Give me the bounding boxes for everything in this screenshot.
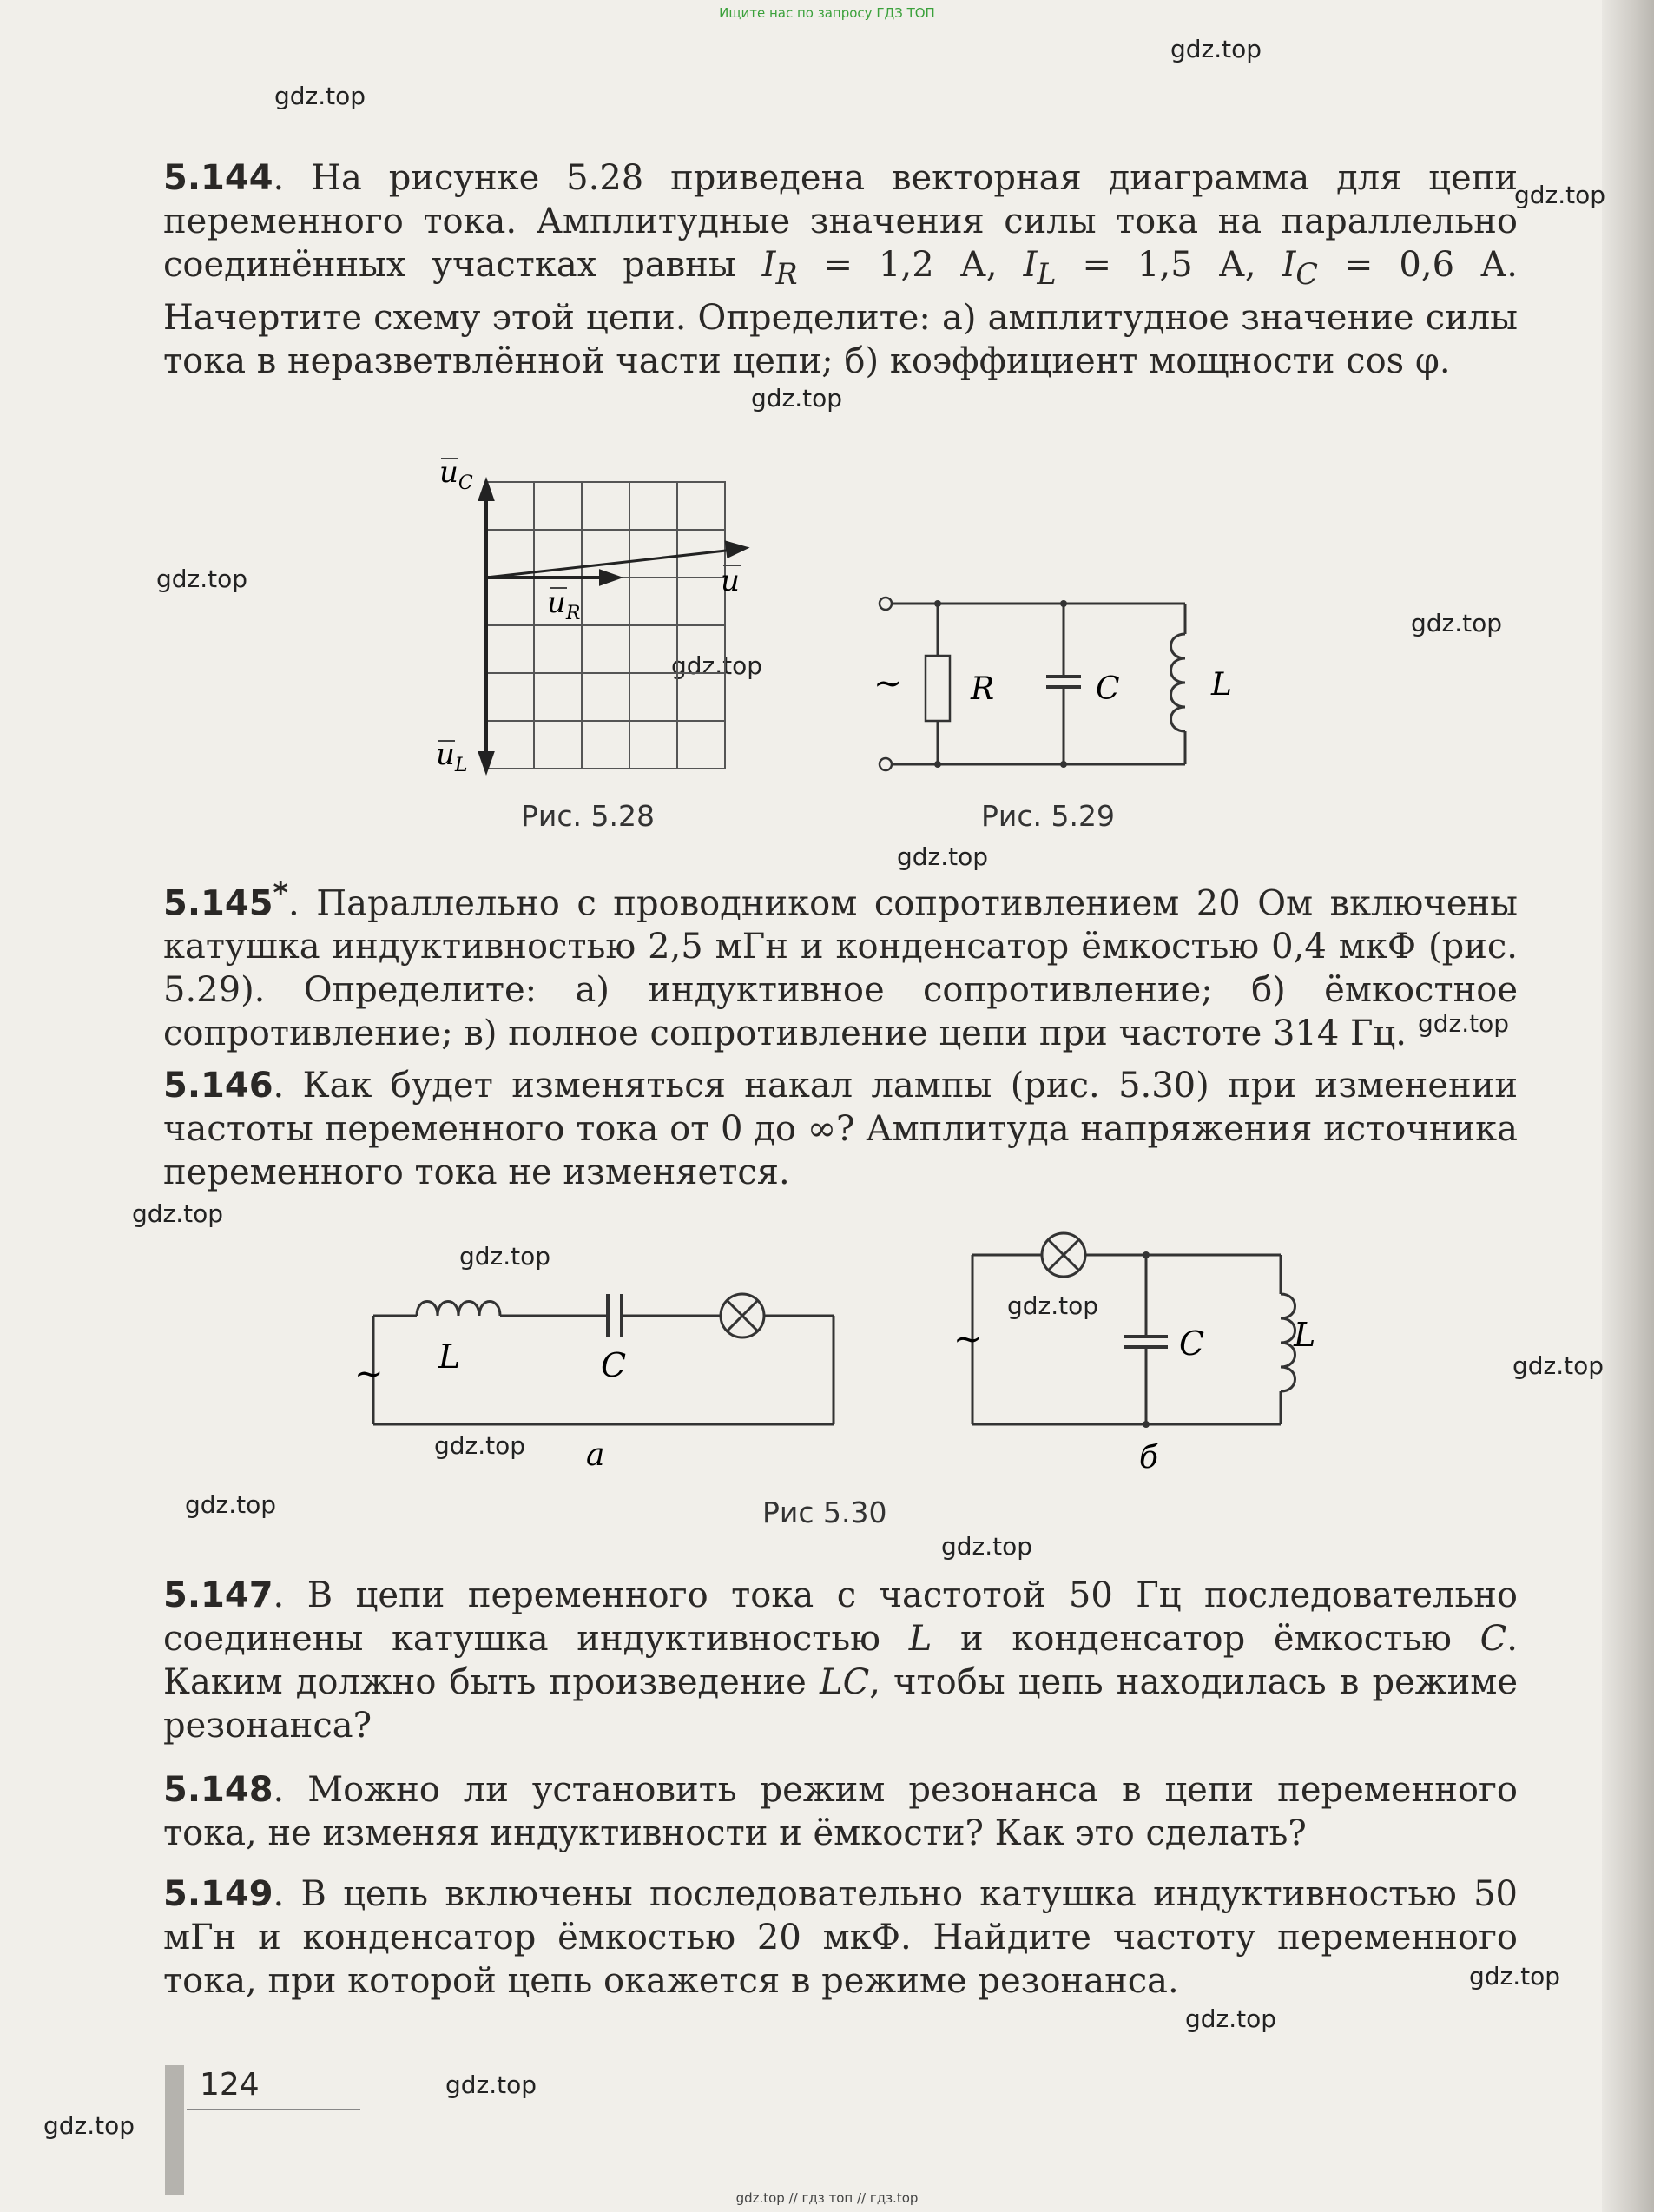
label-l: L (438, 1337, 461, 1376)
problem-text: . Параллельно с проводником сопротивлением 20 Ом включены катушка индуктивностью 2,5 мГн и конденсатор ёмкостью 0,4 мкФ (рис. 5.29). Определите: а) индуктивное сопротивление; б) ёмкостное сопротивление; в) полное сопротивление цепи при частоте 314 Гц. (163, 883, 1518, 1054)
problem-text: . На рисунке 5.28 приведена векторная диаграмма для цепи переменного тока. Амплитудные значения силы тока на параллельно соединённых участках равны (163, 158, 1518, 285)
figure-caption: Рис. 5.28 (521, 799, 655, 833)
watermark: gdz.top (1170, 35, 1262, 63)
problem-text: Начертите схему этой цепи. Определите: а) амплитудное значение силы тока в неразветвлённой части цепи; б) коэффициент мощности cos φ. (163, 298, 1518, 381)
wires (972, 1233, 1295, 1424)
problem-5-145 (163, 871, 1518, 1055)
ac-source-symbol: ~ (354, 1354, 384, 1394)
figure-5-29-parallel-circuit (868, 578, 1268, 786)
ac-source-symbol: ~ (873, 664, 903, 703)
label-l: L (1294, 1316, 1316, 1354)
problem-text: . В цепь включены последовательно катушка индуктивностью 50 мГн и конденсатор ёмкостью 20 мкФ. Найдите частоту переменного тока, при которой цепь окажется в режиме резонанса. (163, 1874, 1518, 2001)
inductor-coil (1171, 634, 1186, 731)
watermark: gdz.top (132, 1199, 224, 1228)
problem-5-148 (163, 1768, 1518, 1855)
problem-number: 5.148 (163, 1770, 273, 1810)
inductor-coil (417, 1302, 500, 1317)
label-r: R (971, 671, 995, 707)
problem-text: . В цепи переменного тока с частотой 50 Гц последовательно соединены катушка индуктивностью (163, 1575, 1518, 1659)
label-ul: $u_L$ (436, 737, 468, 776)
terminal (880, 598, 892, 610)
sub-figure-label: а (586, 1437, 605, 1472)
problem-number: 5.145 (163, 883, 273, 924)
problem-5-149 (163, 1872, 1518, 2003)
problem-text: , чтобы цепь находилась в режиме резонанса? (163, 1662, 1519, 1746)
watermark: gdz.top (897, 842, 989, 871)
watermark: gdz.top (1512, 1351, 1605, 1380)
subscript: C (1295, 257, 1318, 291)
current-value: = 0,6 А. (1317, 245, 1519, 285)
ac-source-symbol: ~ (953, 1319, 983, 1359)
problem-text: . Можно ли установить режим резонанса в цепи переменного тока, не изменяя индуктивности и ёмкости? Как это сделать? (163, 1770, 1518, 1853)
symbol-c: C (1479, 1619, 1507, 1659)
problem-text: . Как будет изменяться накал лампы (рис. 5.30) при изменении частоты переменного тока от 0 до ∞? Амплитуда напряжения источника переменного тока не изменяется. (163, 1066, 1518, 1192)
arrow-u (727, 543, 745, 556)
label-c: C (1096, 671, 1120, 707)
grid (486, 482, 725, 769)
current-symbol: I (761, 245, 776, 285)
label-ur: $u_R$ (547, 585, 581, 624)
figure-5-30a-series-circuit (347, 1264, 868, 1472)
current-symbol: I (1282, 245, 1296, 285)
subscript: R (775, 257, 798, 291)
page-edge-shadow (1602, 0, 1654, 2212)
arrow-ur (601, 571, 618, 584)
label-c: C (601, 1346, 627, 1384)
symbol-lc: LC (820, 1662, 870, 1702)
watermark: gdz.top (156, 565, 248, 593)
problem-text: . Каким должно быть произведение (163, 1619, 1518, 1702)
page-number-bar (165, 2065, 184, 2195)
subscript: L (1037, 257, 1057, 291)
footer-note: gdz.top // гдз топ // гдз.top (735, 2190, 919, 2206)
sub-figure-label: б (1139, 1440, 1158, 1476)
watermark: gdz.top (1411, 609, 1503, 637)
watermark: gdz.top (1007, 1291, 1099, 1320)
current-symbol: I (1023, 245, 1038, 285)
label-c: C (1179, 1324, 1205, 1363)
label-l: L (1211, 667, 1232, 703)
watermark: gdz.top (43, 2111, 135, 2140)
watermark: gdz.top (185, 1490, 277, 1519)
label-uc: $u_C$ (439, 455, 473, 494)
terminal (880, 758, 892, 770)
watermark: gdz.top (445, 2070, 537, 2099)
watermark: gdz.top (434, 1431, 526, 1460)
problem-5-146 (163, 1064, 1518, 1194)
watermark: gdz.top (459, 1242, 551, 1271)
watermark: gdz.top (941, 1532, 1033, 1561)
resistor (926, 656, 950, 721)
arrow-uc (480, 482, 492, 499)
header-note: Ищите нас по запросу ГДЗ ТОП (719, 5, 935, 21)
star-mark: * (273, 875, 288, 909)
watermark: gdz.top (1418, 1009, 1510, 1038)
problem-number: 5.144 (163, 158, 273, 198)
label-u: u (721, 564, 740, 598)
figure-caption: Рис. 5.29 (981, 799, 1115, 833)
watermark: gdz.top (751, 384, 843, 413)
watermark: gdz.top (1469, 1962, 1561, 1991)
figure-5-30b-lamp-parallel-lc (946, 1220, 1346, 1481)
figure-5-28-vector-diagram (417, 447, 764, 795)
figure-caption: Рис 5.30 (762, 1496, 887, 1529)
problem-text: и конденсатор ёмкостью (932, 1619, 1480, 1659)
page-number-rule (187, 2109, 360, 2110)
wires (891, 604, 1185, 764)
current-value: = 1,2 А, (797, 245, 1024, 285)
problem-5-144 (163, 156, 1518, 383)
symbol-l: L (908, 1619, 932, 1659)
problem-number: 5.149 (163, 1874, 273, 1914)
watermark: gdz.top (274, 82, 366, 110)
current-value: = 1,5 А, (1056, 245, 1282, 285)
problem-number: 5.146 (163, 1066, 273, 1106)
watermark: gdz.top (1185, 2004, 1277, 2033)
watermark: gdz.top (671, 651, 763, 680)
watermark: gdz.top (1514, 181, 1606, 209)
problem-number: 5.147 (163, 1575, 273, 1615)
page-number: 124 (200, 2067, 260, 2103)
problem-5-147 (163, 1574, 1518, 1747)
